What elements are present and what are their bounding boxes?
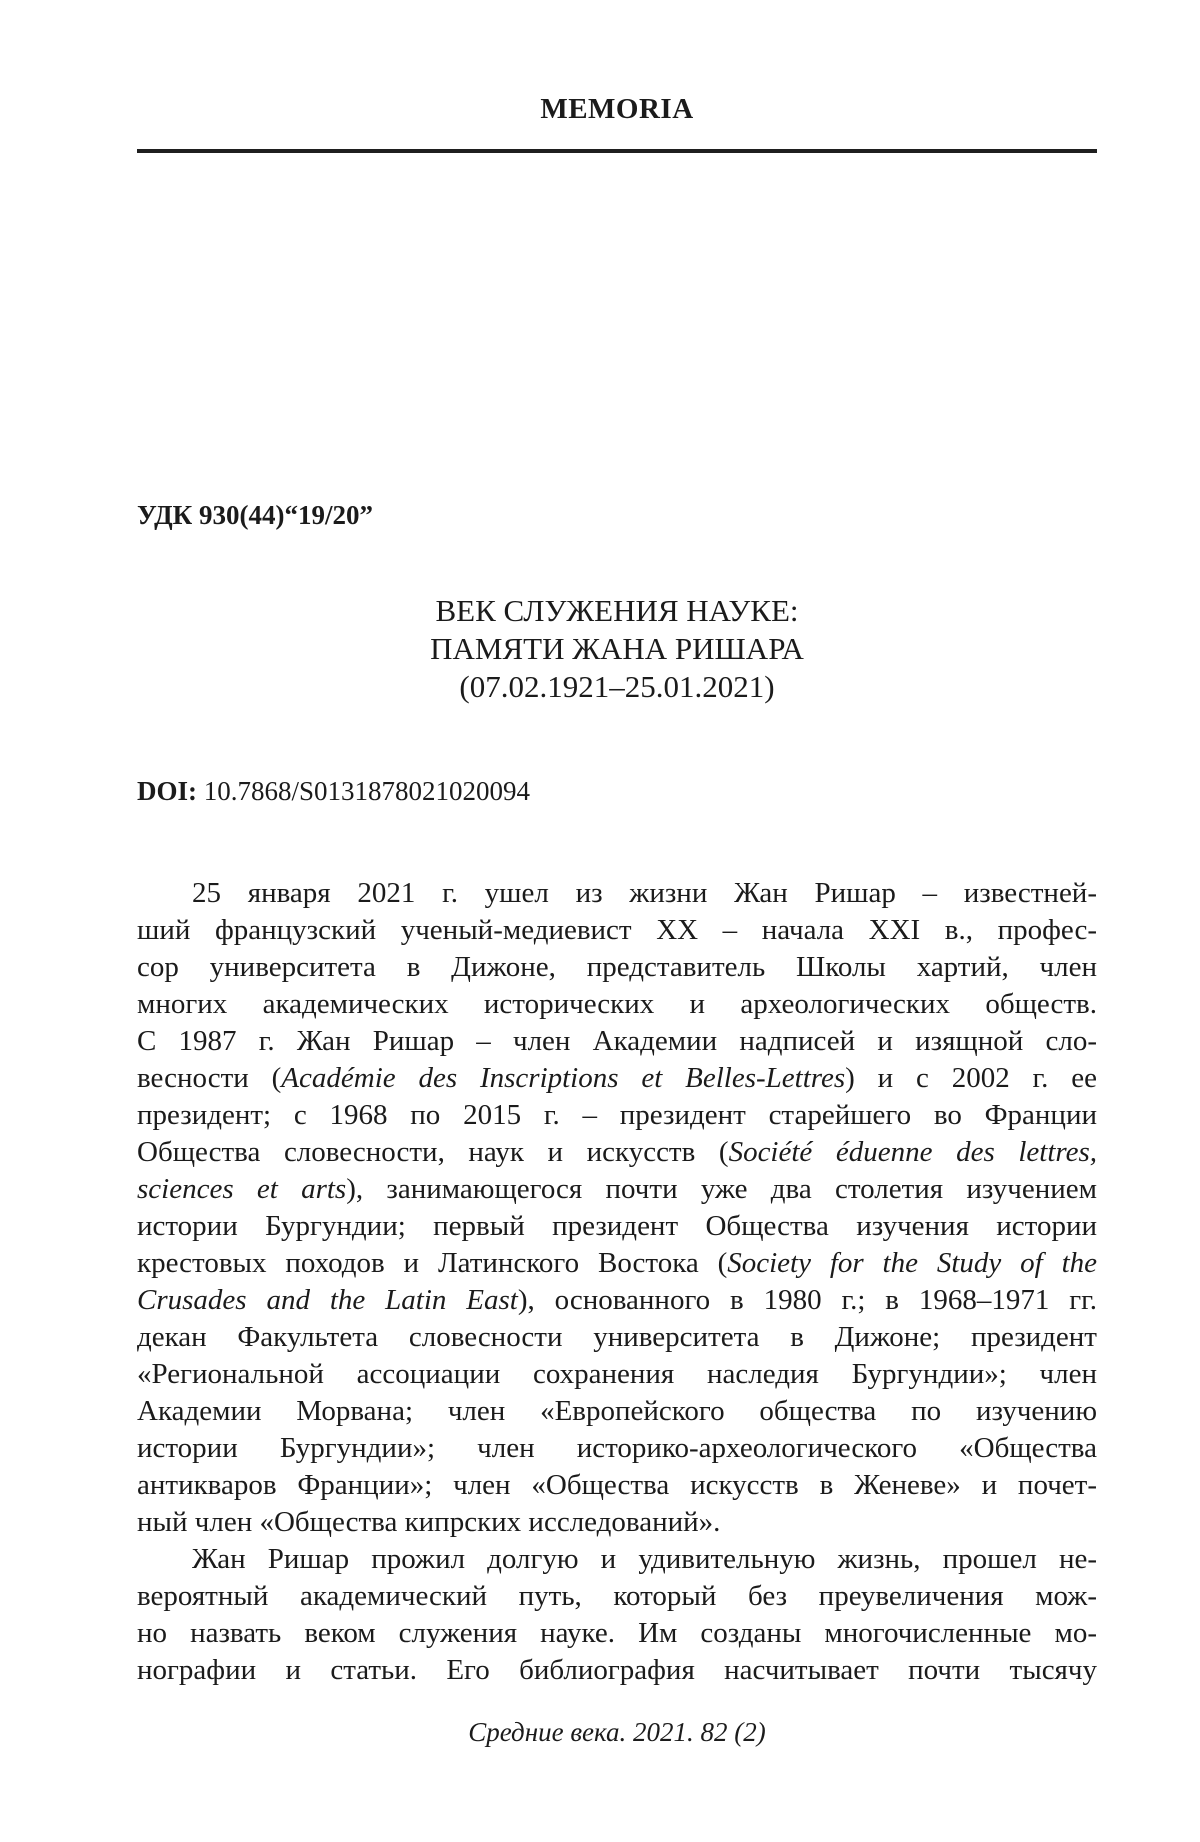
article-body: [137, 875, 1097, 1689]
italic-run: Crusades and the Latin East: [137, 1284, 518, 1316]
text-run: но назвать веком служения науке. Им созданы многочисленные мо-: [137, 1617, 1097, 1649]
body-line: [137, 1134, 1097, 1171]
article-title-line-2: ПАМЯТИ ЖАНА РИШАРА: [430, 631, 804, 666]
text-run: многих академических исторических и археологических обществ.: [137, 988, 1097, 1020]
body-line: [137, 1282, 1097, 1319]
running-head: MEMORIA: [540, 93, 694, 125]
text-run: Общества словесности, наук и искусств (: [137, 1136, 729, 1168]
text-run: ), основанного в 1980 г.; в 1968–1971 гг.: [517, 1284, 1097, 1316]
body-line: [137, 1356, 1097, 1393]
body-line: [137, 1467, 1097, 1504]
text-run: Академии Морвана; член «Европейского общества по изучению: [137, 1395, 1097, 1427]
text-run: истории Бургундии; первый президент Общества изучения истории: [137, 1210, 1097, 1242]
udk-code: УДК 930(44)“19/20”: [137, 500, 373, 530]
italic-run: Société éduenne des lettres,: [728, 1136, 1097, 1168]
text-run: «Региональной ассоциации сохранения наследия Бургундии»; член: [137, 1358, 1097, 1390]
header-rule: [137, 149, 1097, 153]
body-line: [137, 1578, 1097, 1615]
journal-footer: Средние века. 2021. 82 (2): [468, 1717, 766, 1747]
text-run: ), занимающегося почти уже два столетия изучением: [346, 1173, 1097, 1205]
body-line: [137, 1171, 1097, 1208]
text-run: нографии и статьи. Его библиография насчитывает почти тысячу: [137, 1654, 1097, 1686]
body-line: [137, 949, 1097, 986]
body-line: [137, 1097, 1097, 1134]
italic-run: Académie des Inscriptions et Belles-Lettres: [281, 1062, 846, 1094]
body-line: [137, 986, 1097, 1023]
doi-label: DOI:: [137, 776, 197, 806]
article-title: [137, 592, 1097, 706]
page-column: [137, 0, 1097, 1748]
text-run: ший французский ученый-медиевист XX – начала XXI в., профес-: [137, 914, 1097, 946]
body-line: [137, 1615, 1097, 1652]
text-run: президент; с 1968 по 2015 г. – президент старейшего во Франции: [137, 1099, 1097, 1131]
doi-line: [137, 776, 1097, 806]
article-title-line-1: ВЕК СЛУЖЕНИЯ НАУКЕ:: [435, 593, 799, 628]
body-line: [137, 875, 1097, 912]
text-run: крестовых походов и Латинского Востока (: [137, 1247, 728, 1279]
body-line: [137, 1652, 1097, 1689]
body-line: [137, 1430, 1097, 1467]
article-title-line-3: (07.02.1921–25.01.2021): [459, 669, 775, 704]
text-run: истории Бургундии»; член историко-археологического «Общества: [137, 1432, 1097, 1464]
text-run: вероятный академический путь, который без преувеличения мож-: [137, 1580, 1097, 1612]
text-run: ) и с 2002 г. ее: [845, 1062, 1097, 1094]
text-run: Жан Ришар прожил долгую и удивительную жизнь, прошел не-: [192, 1543, 1097, 1575]
body-line: [137, 912, 1097, 949]
body-line: [137, 1541, 1097, 1578]
doi-value: 10.7868/S0131878021020094: [203, 776, 531, 806]
text-run: декан Факультета словесности университета в Дижоне; президент: [137, 1321, 1097, 1353]
body-line: [137, 1208, 1097, 1245]
text-run: ный член «Общества кипрских исследований».: [137, 1506, 721, 1538]
text-run: антикваров Франции»; член «Общества искусств в Женеве» и почет-: [137, 1469, 1097, 1501]
body-line: [137, 1023, 1097, 1060]
body-line: [137, 1504, 1097, 1541]
italic-run: Society for the Study of the: [727, 1247, 1097, 1279]
text-run: С 1987 г. Жан Ришар – член Академии надписей и изящной сло-: [137, 1025, 1097, 1057]
text-run: сор университета в Дижоне, представитель Школы хартий, член: [137, 951, 1097, 983]
italic-run: sciences et arts: [137, 1173, 347, 1205]
text-run: весности (: [137, 1062, 282, 1094]
body-line: [137, 1060, 1097, 1097]
body-line: [137, 1393, 1097, 1430]
body-line: [137, 1245, 1097, 1282]
body-line: [137, 1319, 1097, 1356]
text-run: 25 января 2021 г. ушел из жизни Жан Ришар – известней-: [192, 877, 1097, 909]
